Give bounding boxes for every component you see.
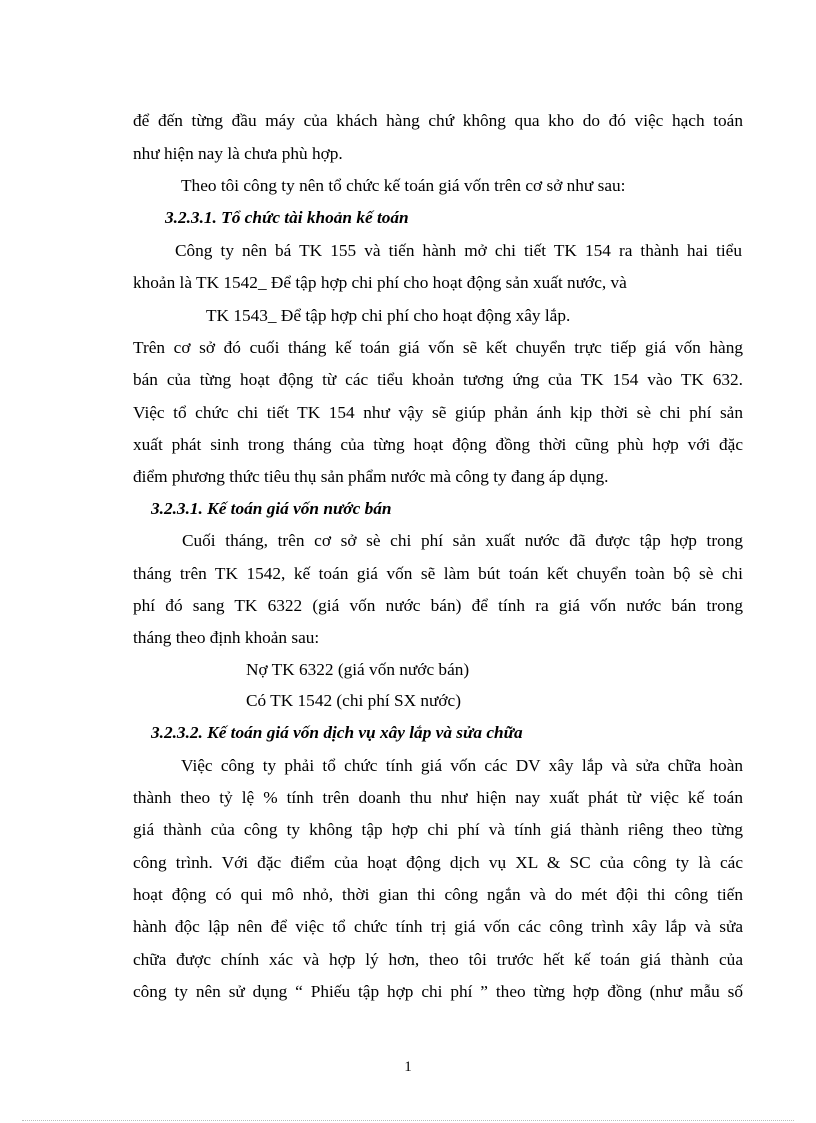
body-line: Công ty nên bá TK 155 và tiến hành mở chi tiết TK 154 ra thành hai tiểu: [175, 241, 742, 260]
body-line: tháng trên TK 1542, kế toán giá vốn sẽ làm bút toán kết chuyển toàn bộ sè chi: [133, 564, 743, 583]
body-line: như hiện nay là chưa phù hợp.: [133, 144, 343, 163]
section-heading: 3.2.3.1. Tổ chức tài khoản kế toán: [165, 208, 409, 227]
body-line: Theo tôi công ty nên tổ chức kế toán giá vốn trên cơ sở như sau:: [181, 176, 626, 195]
body-line: công trình. Với đặc điểm của hoạt động dịch vụ XL & SC của công ty là các: [133, 853, 743, 872]
section-heading: 3.2.3.1. Kế toán giá vốn nước bán: [151, 499, 392, 518]
journal-entry-credit: Có TK 1542 (chi phí SX nước): [246, 691, 461, 710]
body-line: xuất phát sinh trong tháng của từng hoạt động đồng thời cũng phù hợp với đặc: [133, 435, 743, 454]
body-line: Cuối tháng, trên cơ sở sè chi phí sản xuất nước đã được tập hợp trong: [182, 531, 743, 550]
body-line: để đến từng đầu máy của khách hàng chứ không qua kho do đó việc hạch toán: [133, 111, 743, 130]
body-line: tháng theo định khoản sau:: [133, 628, 320, 647]
body-line: thành theo tỷ lệ % tính trên doanh thu như hiện nay xuất phát từ việc kế toán: [133, 788, 743, 807]
body-line: hoạt động có qui mô nhỏ, thời gian thi công ngắn và do mét đội thi công tiến: [133, 885, 743, 904]
page-bottom-border: [22, 1120, 794, 1121]
body-line: khoản là TK 1542_ Để tập hợp chi phí cho hoạt động sản xuất nước, và: [133, 273, 627, 292]
page-number: 1: [404, 1059, 412, 1075]
section-heading: 3.2.3.2. Kế toán giá vốn dịch vụ xây lắp và sửa chữa: [151, 723, 523, 742]
body-line: hành độc lập nên để việc tổ chức tính trị giá vốn các công trình xây lắp và sửa: [133, 917, 743, 936]
body-line: Việc tổ chức chi tiết TK 154 như vậy sẽ giúp phản ánh kịp thời sè chi phí sản: [133, 403, 743, 422]
body-line: chữa được chính xác và hợp lý hơn, theo tôi trước hết kế toán giá thành của: [133, 950, 743, 969]
body-line: bán của từng hoạt động từ các tiểu khoản tương ứng của TK 154 vào TK 632.: [133, 370, 743, 389]
body-line: giá thành của công ty không tập hợp chi phí và tính giá thành riêng theo từng: [133, 820, 743, 839]
body-line: TK 1543_ Để tập hợp chi phí cho hoạt động xây lắp.: [206, 306, 571, 325]
journal-entry-debit: Nợ TK 6322 (giá vốn nước bán): [246, 660, 470, 679]
body-line: Việc công ty phải tổ chức tính giá vốn các DV xây lắp và sửa chữa hoàn: [181, 756, 743, 775]
body-line: điểm phương thức tiêu thụ sản phẩm nước mà công ty đang áp dụng.: [133, 467, 609, 486]
body-line: công ty nên sử dụng “ Phiếu tập hợp chi phí ” theo từng hợp đồng (như mẫu số: [133, 982, 743, 1001]
body-line: Trên cơ sở đó cuối tháng kế toán giá vốn sẽ kết chuyển trực tiếp giá vốn hàng: [133, 338, 743, 357]
body-line: phí đó sang TK 6322 (giá vốn nước bán) để tính ra giá vốn nước bán trong: [133, 596, 743, 615]
